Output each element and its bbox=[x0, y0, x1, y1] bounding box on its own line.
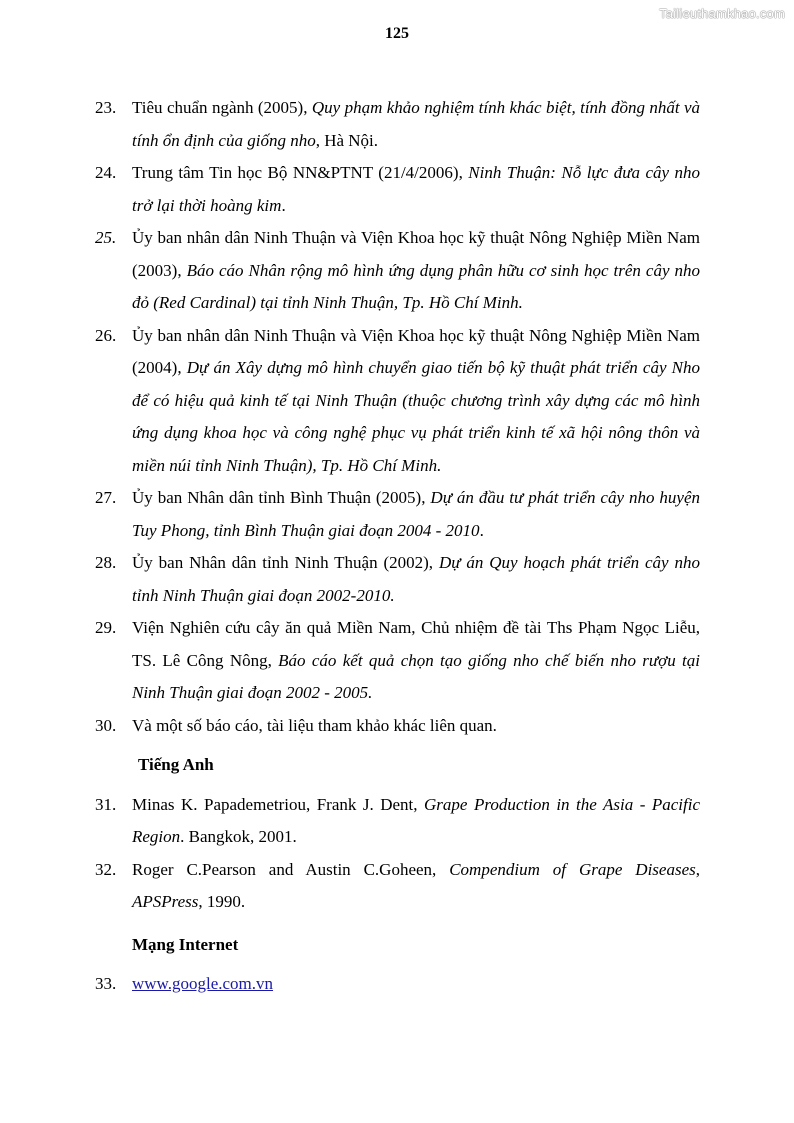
reference-number: 24. bbox=[95, 163, 117, 182]
reference-number: 31. bbox=[95, 794, 117, 814]
reference-text: Và một số báo cáo, tài liệu tham khảo khác liên quan. bbox=[132, 715, 497, 735]
reference-28 bbox=[95, 547, 700, 612]
reference-text: Ủy ban Nhân dân tỉnh Ninh Thuận (2002), Dự án Quy hoạch phát triển cây nho tỉnh Ninh Thuận giai đoạn 2002-2010. bbox=[132, 553, 700, 605]
reference-text: Tiêu chuẩn ngành (2005), Quy phạm khảo nghiệm tính khác biệt, tính đồng nhất và tính ổn định của giống nho, Hà Nội. bbox=[132, 98, 701, 150]
reference-number: 30. bbox=[95, 715, 117, 735]
references-list bbox=[95, 92, 700, 1001]
reference-text: Ủy ban nhân dân Ninh Thuận và Viện Khoa học kỹ thuật Nông Nghiệp Miền Nam (2004), Dự án Xây dựng mô hình chuyển giao tiến bộ kỹ thuật phát triển cây Nho để có hiệu quả kinh tế tại Ninh Thuận (thuộc chương trình xây dựng các mô hình ứng dụng khoa học và công nghệ phục vụ phát triển kinh tế xã hội nông thôn và miền núi tỉnh Ninh Thuận), Tp. Hồ Chí Minh. bbox=[132, 325, 700, 475]
reference-text: Ủy ban nhân dân Ninh Thuận và Viện Khoa học kỹ thuật Nông Nghiệp Miền Nam (2003), Báo cáo Nhân rộng mô hình ứng dụng phân hữu cơ sinh học trên cây nho đỏ (Red Cardinal) tại tỉnh Ninh Thuận, Tp. Hồ Chí Minh. bbox=[132, 228, 700, 312]
reference-number: 29. bbox=[95, 618, 117, 637]
section-heading-english: Tiếng Anh bbox=[138, 755, 214, 774]
reference-number: 27. bbox=[95, 488, 117, 507]
reference-27 bbox=[95, 482, 700, 547]
reference-32 bbox=[95, 854, 700, 919]
section-heading-internet: Mạng Internet bbox=[132, 934, 239, 954]
reference-number: 25. bbox=[95, 228, 117, 247]
reference-text: Ủy ban Nhân dân tỉnh Bình Thuận (2005), Dự án đầu tư phát triển cây nho huyện Tuy Phong, tỉnh Bình Thuận giai đoạn 2004 - 2010. bbox=[132, 488, 700, 540]
reference-number: 26. bbox=[95, 325, 117, 345]
reference-number: 28. bbox=[95, 553, 117, 572]
reference-text: Roger C.Pearson and Austin C.Goheen, Compendium of Grape Diseases, APSPress, 1990. bbox=[132, 859, 700, 911]
reference-number: 23. bbox=[95, 98, 117, 117]
reference-number: 32. bbox=[95, 859, 117, 879]
reference-text: Minas K. Papademetriou, Frank J. Dent, Grape Production in the Asia - Pacific Region. Bangkok, 2001. bbox=[132, 794, 700, 846]
reference-23 bbox=[95, 92, 700, 157]
page-number: 125 bbox=[385, 25, 409, 42]
reference-text bbox=[132, 968, 700, 1001]
google-link[interactable]: www.google.com.vn bbox=[132, 974, 274, 993]
reference-text: Viện Nghiên cứu cây ăn quả Miền Nam, Chủ nhiệm đề tài Ths Phạm Ngọc Liễu, TS. Lê Công Nông, Báo cáo kết quả chọn tạo giống nho chế biến nho rượu tại Ninh Thuận giai đoạn 2002 - 2005. bbox=[132, 618, 700, 702]
reference-30 bbox=[95, 710, 700, 743]
reference-text: Trung tâm Tin học Bộ NN&PTNT (21/4/2006), Ninh Thuận: Nỗ lực đưa cây nho trở lại thời hoàng kim. bbox=[132, 163, 700, 215]
reference-number: 33. bbox=[95, 974, 117, 993]
reference-25 bbox=[95, 222, 700, 320]
reference-26 bbox=[95, 320, 700, 483]
reference-31 bbox=[95, 789, 700, 854]
reference-24 bbox=[95, 157, 700, 222]
reference-33 bbox=[95, 968, 700, 1001]
watermark: Tailieuthamkhao.com bbox=[659, 6, 785, 21]
reference-29 bbox=[95, 612, 700, 710]
